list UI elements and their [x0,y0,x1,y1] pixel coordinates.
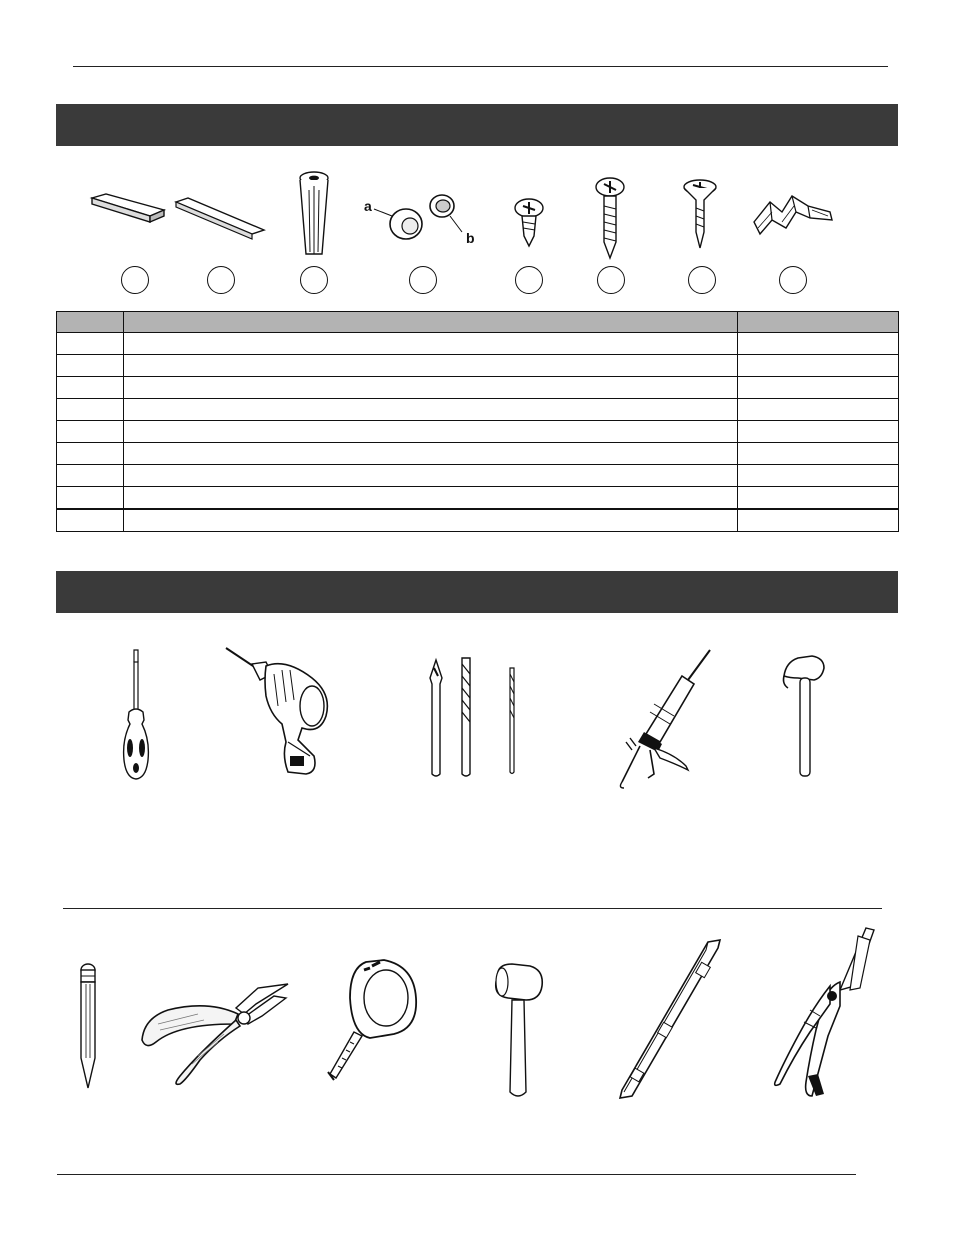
header-rule [73,66,888,67]
long-screw-icon [592,176,628,260]
table-row [57,333,899,355]
rubber-mallet-icon [490,962,546,1102]
wall-anchor-icon [296,170,332,258]
drill-bits-icon [422,654,526,780]
cap-and-washer-icon [362,190,482,250]
part-number-circle [515,266,543,294]
part-number-circle [207,266,235,294]
power-drill-icon [222,644,334,776]
part-number-circle [409,266,437,294]
table-row [57,465,899,487]
hardware-section-header [56,104,898,146]
seal-strip-icon [752,192,834,240]
screwdriver-icon [116,648,156,782]
footer-rule [57,1174,856,1175]
part-number-circle [688,266,716,294]
long-bar-icon [172,196,268,240]
hammer-icon [780,652,830,780]
tools-section-header [56,571,898,613]
short-screw-icon [512,196,546,248]
level-icon [614,938,724,1100]
table-row [57,399,899,421]
table-row [57,487,899,510]
part-number-circle [779,266,807,294]
table-row [57,355,899,377]
short-bar-icon [88,190,168,230]
pliers-icon [138,980,290,1088]
column-header-description [123,312,737,333]
table-row [57,377,899,399]
hardware-section-title [56,104,898,128]
tools-divider [63,908,882,909]
locking-pliers-icon [770,926,880,1102]
table-row [57,443,899,465]
part-number-circle [121,266,149,294]
table-row [57,509,899,532]
part-number-circle [300,266,328,294]
part-4b-label: b [466,230,475,246]
column-header-key [57,312,124,333]
caulking-gun-icon [614,646,714,790]
tools-section-title [56,571,898,595]
part-number-circle [597,266,625,294]
column-header-quantity [738,312,899,333]
parts-table-header [57,312,899,333]
flat-head-screw-icon [680,178,720,250]
pencil-icon [74,962,102,1094]
part-4a-label: a [364,198,372,214]
parts-table [56,311,899,532]
table-row [57,421,899,443]
tape-measure-icon [324,958,420,1082]
